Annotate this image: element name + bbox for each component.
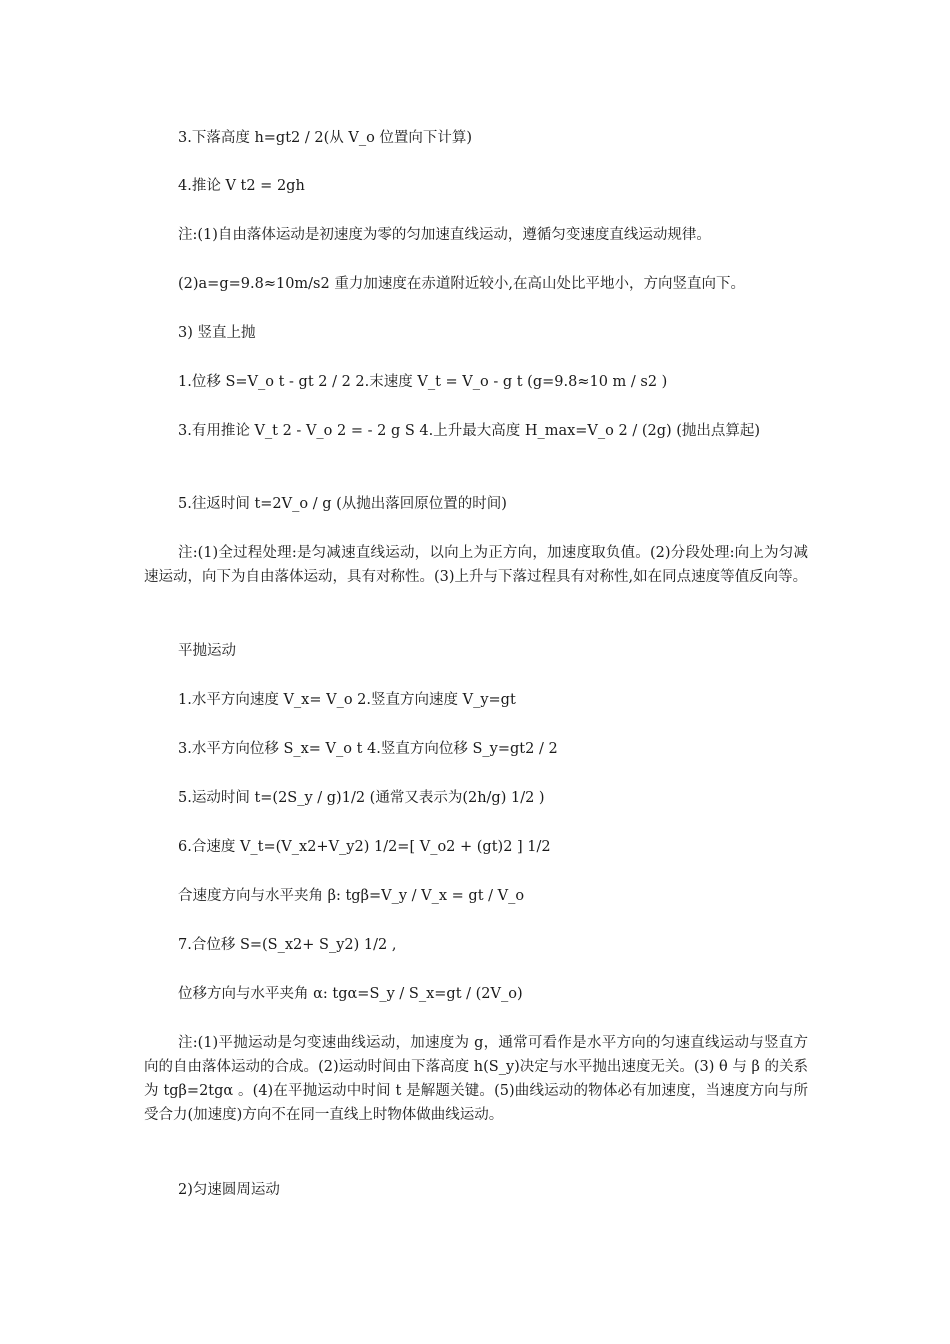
paragraph-motion-time: 5.运动时间 t=(2S_y / g)1/2 (通常又表示为(2h/g) 1/2 ) [178, 790, 545, 806]
paragraph-note-projectile: 注:(1)平抛运动是匀变速曲线运动，加速度为 g，通常可看作是水平方向的匀速直线运动与竖直方向的自由落体运动的合成。(2)运动时间由下落高度 h(S_y)决定与水平抛出速度无关。(3) θ 与 β 的关系为 tgβ=2tgα 。(4)在平抛运动中时间 t 是解题关键。(5)曲线运动的物体必有加速度，当速度方向与所受合力(加速度)方向不在同一直线上时物体做曲线运动。 [144, 1035, 808, 1123]
paragraph-round-trip-time: 5.往返时间 t=2V_o / g (从抛出落回原位置的时间) [178, 496, 507, 512]
section-heading-projectile: 平抛运动 [178, 643, 236, 659]
paragraph-fall-height: 3.下落高度 h=gt2 / 2(从 V_o 位置向下计算) [178, 130, 473, 146]
paragraph-note-vertical-throw: 注:(1)全过程处理:是匀减速直线运动，以向上为正方向，加速度取负值。(2)分段处理:向上为匀减速运动，向下为自由落体运动，具有对称性。(3)上升与下落过程具有对称性,如在同点速度等值反向等。 [144, 545, 808, 585]
section-heading-vertical-throw: 3) 竖直上抛 [178, 325, 256, 341]
paragraph-gravity-acceleration: (2)a=g=9.8≈10m/s2 重力加速度在赤道附近较小,在高山处比平地小，方向竖直向下。 [178, 276, 745, 292]
paragraph-displacement-components: 3.水平方向位移 S_x= V_o t 4.竖直方向位移 S_y=gt2 / 2 [178, 741, 558, 757]
paragraph-note-free-fall: 注:(1)自由落体运动是初速度为零的匀加速直线运动，遵循匀变速度直线运动规律。 [178, 227, 711, 243]
paragraph-resultant-displacement: 7.合位移 S=(S_x2+ S_y2) 1/2 , [178, 937, 397, 953]
paragraph-useful-corollary: 3.有用推论 V_t 2 - V_o 2 = - 2 g S 4.上升最大高度 H_max=V_o 2 / (2g) (抛出点算起) [178, 423, 761, 439]
paragraph-displacement-angle: 位移方向与水平夹角 α: tgα=S_y / S_x=gt / (2V_o) [178, 986, 523, 1002]
paragraph-velocity-components: 1.水平方向速度 V_x= V_o 2.竖直方向速度 V_y=gt [178, 692, 516, 708]
paragraph-velocity-angle: 合速度方向与水平夹角 β: tgβ=V_y / V_x = gt / V_o [178, 888, 525, 904]
paragraph-corollary: 4.推论 V t2 = 2gh [178, 178, 305, 194]
section-heading-circular-motion: 2)匀速圆周运动 [178, 1182, 280, 1198]
paragraph-displacement-velocity: 1.位移 S=V_o t - gt 2 / 2 2.末速度 V_t = V_o - g t (g=9.8≈10 m / s2 ) [178, 374, 668, 390]
paragraph-resultant-velocity: 6.合速度 V_t=(V_x2+V_y2) 1/2=[ V_o2 + (gt)2 ] 1/2 [178, 839, 551, 855]
